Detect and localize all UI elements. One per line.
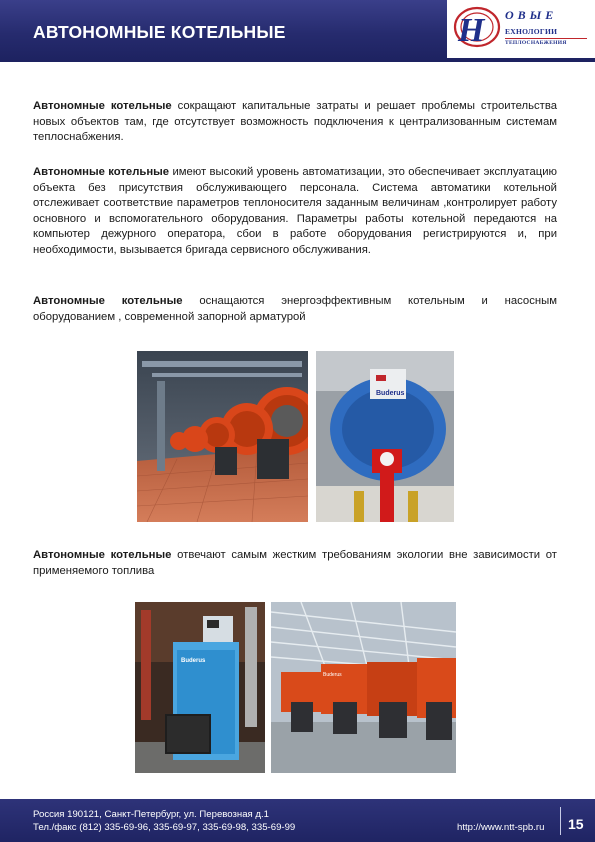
blue-boiler-image [316, 351, 454, 522]
floor-boiler-image [135, 602, 265, 773]
boiler-hall-image [271, 602, 456, 773]
footer-divider [560, 807, 561, 835]
paragraph-lead: Автономные котельные [33, 295, 183, 307]
logo-text-line1: ОВЫЕ [505, 8, 558, 22]
page-header [0, 0, 595, 62]
logo-text-line3: ТЕПЛОСНАБЖЕНИЯ [505, 40, 567, 46]
paragraph-lead: Автономные котельные [33, 100, 172, 112]
svg-text:H: H [458, 12, 485, 49]
page-footer [0, 799, 595, 842]
page-number: 15 [568, 816, 584, 832]
paragraph-text: сокращают капитальные затраты и решает проблемы строительства новых объектов там, где отсутствует возможность подключения к централизованным системам теплоснабжения. [33, 100, 557, 144]
footer-address: Россия 190121, Санкт-Петербург, ул. Перевозная д.1 [33, 809, 269, 820]
brand-label: Buderus [323, 672, 342, 678]
boiler-photo-2 [316, 351, 454, 522]
boiler-photo-3 [135, 602, 265, 773]
paragraph-4 [33, 548, 557, 579]
paragraph-text: оснащаются энергоэффективным котельным и насосным оборудованием , современной запорной арматурой [33, 295, 557, 323]
paragraph-2 [33, 165, 557, 259]
footer-phones: Тел./факс (812) 335-69-96, 335-69-97, 335-69-98, 335-69-99 [33, 822, 296, 833]
paragraph-text: имеют высокий уровень автоматизации, это обеспечивает эксплуатацию объекта без присутствия обслуживающего персонала. Система автоматики котельной отслеживает соответствие параметров теплоносителя заданным величинам ,контролирует работу основного и вспомогательного оборудования. Параметры работы котельной передаются на компьютер дежурного оператора, сбои в работе оборудования регистрируются и, при необходимости, вызывается бригада сервисного обслуживания. [33, 166, 557, 256]
paragraph-1 [33, 99, 557, 146]
boiler-room-photo-1 [137, 351, 308, 522]
logo-emblem-icon [453, 4, 501, 50]
paragraph-text: отвечают самым жестким требованиям экологии вне зависимости от применяемого топлива [33, 549, 557, 577]
boiler-hall-photo-4 [271, 602, 456, 773]
paragraph-3 [33, 294, 557, 325]
brand-label: Buderus [181, 658, 206, 664]
paragraph-lead: Автономные котельные [33, 166, 170, 178]
page-title: АВТОНОМНЫЕ КОТЕЛЬНЫЕ [33, 22, 286, 42]
paragraph-lead: Автономные котельные [33, 549, 172, 561]
logo-divider [505, 38, 587, 39]
logo-text-line2: ЕХНОЛОГИИ [505, 27, 558, 36]
boiler-room-image [137, 351, 308, 522]
company-logo [447, 0, 595, 58]
footer-website-link[interactable]: http://www.ntt-spb.ru [457, 822, 545, 833]
brand-label: Buderus [376, 390, 405, 397]
